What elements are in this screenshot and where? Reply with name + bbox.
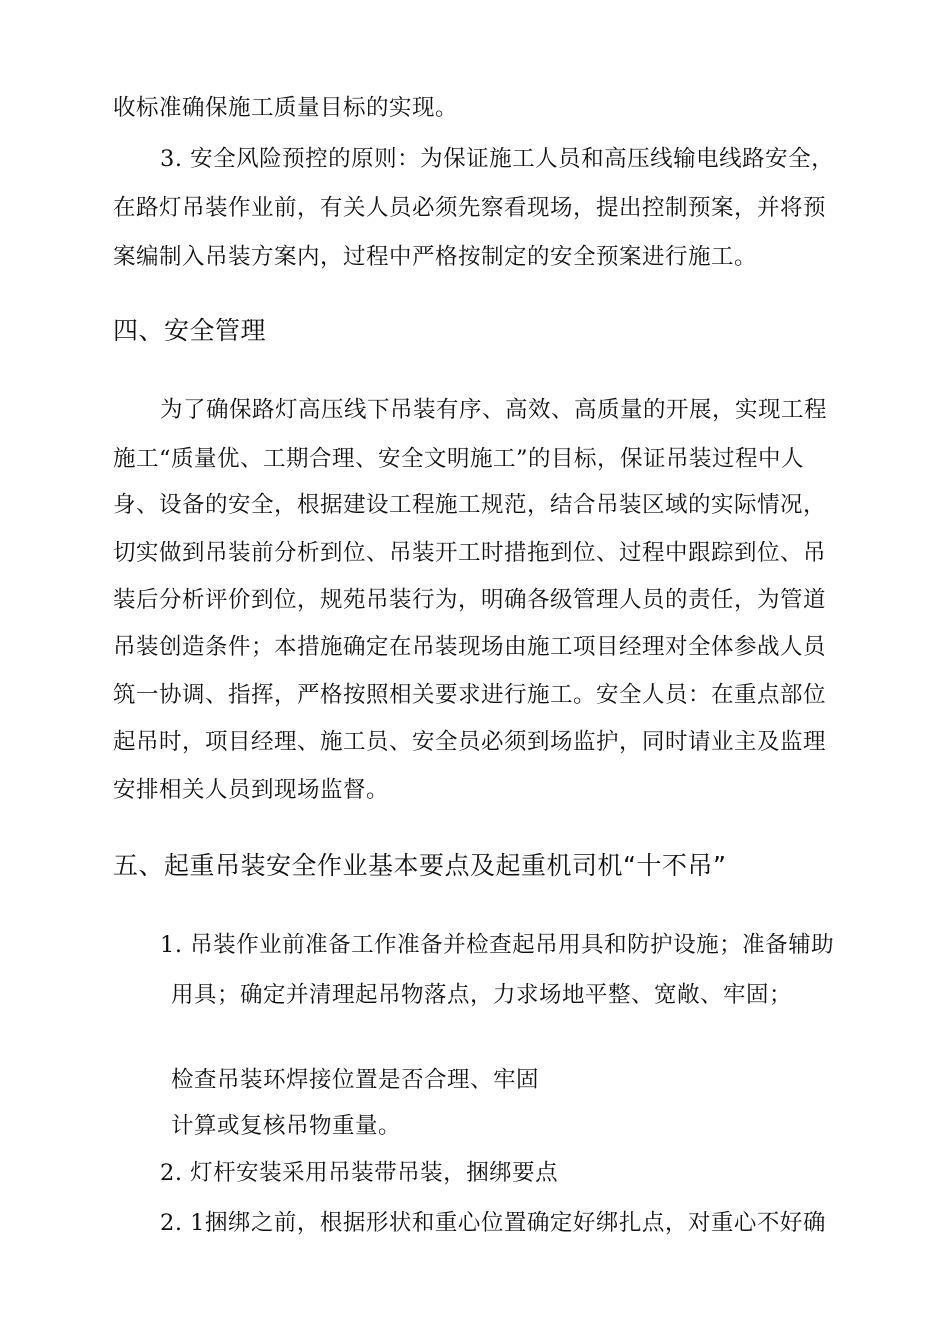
section-heading: 五、起重吊装安全作业基本要点及起重机司机“十不吊” xyxy=(113,851,727,880)
section-heading: 四、安全管理 xyxy=(113,316,267,345)
list-item-line: 用具；确定并清理起吊物落点，力求场地平整、宽敞、牢固； xyxy=(171,982,793,1008)
paragraph-line: 施工“质量优、工期合理、安全文明施工”的目标，保证吊装过程中人 xyxy=(113,446,805,472)
list-item-line: 2. 灯杆安装采用吊装带吊装，捆绑要点 xyxy=(160,1160,559,1186)
paragraph-line: 案编制入吊装方案内，过程中严格按制定的安全预案进行施工。 xyxy=(113,244,758,270)
paragraph-line: 切实做到吊装前分析到位、吊装开工时措拖到位、过程中跟踪到位、吊 xyxy=(113,540,827,566)
paragraph-line: 装后分析评价到位，规苑吊装行为，明确各级管理人员的责任，为管道 xyxy=(113,587,827,613)
paragraph-line: 身、设备的安全，根据建设工程施工规范，结合吊装区域的实际情况， xyxy=(113,492,827,518)
paragraph-line: 3. 安全风险预控的原则：为保证施工人员和高压线输电线路安全， xyxy=(160,146,835,172)
paragraph-line: 安排相关人员到现场监督。 xyxy=(113,777,390,803)
paragraph-line: 收标准确保施工质量目标的实现。 xyxy=(113,95,459,121)
paragraph-line: 在路灯吊装作业前，有关人员必须先察看现场，提出控制预案，并将预 xyxy=(113,195,827,221)
list-item-line: 1. 吊装作业前准备工作准备并检查起吊用具和防护设施；准备辅助 xyxy=(160,932,835,958)
check-item-line: 检查吊装环焊接位置是否合理、牢固 xyxy=(171,1067,540,1093)
list-item-line: 2. 1捆绑之前，根据形状和重心位置确定好绑扎点，对重心不好确 xyxy=(160,1210,826,1236)
check-item-line: 计算或复核吊物重量。 xyxy=(171,1113,402,1139)
paragraph-line: 为了确保路灯高压线下吊装有序、高效、高质量的开展，实现工程 xyxy=(160,397,828,423)
paragraph-line: 起吊时，项目经理、施工员、安全员必须到场监护，同时请业主及监理 xyxy=(113,729,827,755)
paragraph-line: 吊装创造条件；本措施确定在吊装现场由施工项目经理对全体参战人员 xyxy=(113,634,827,660)
paragraph-line: 筑一协调、指挥，严格按照相关要求进行施工。安全人员：在重点部位 xyxy=(113,682,827,708)
